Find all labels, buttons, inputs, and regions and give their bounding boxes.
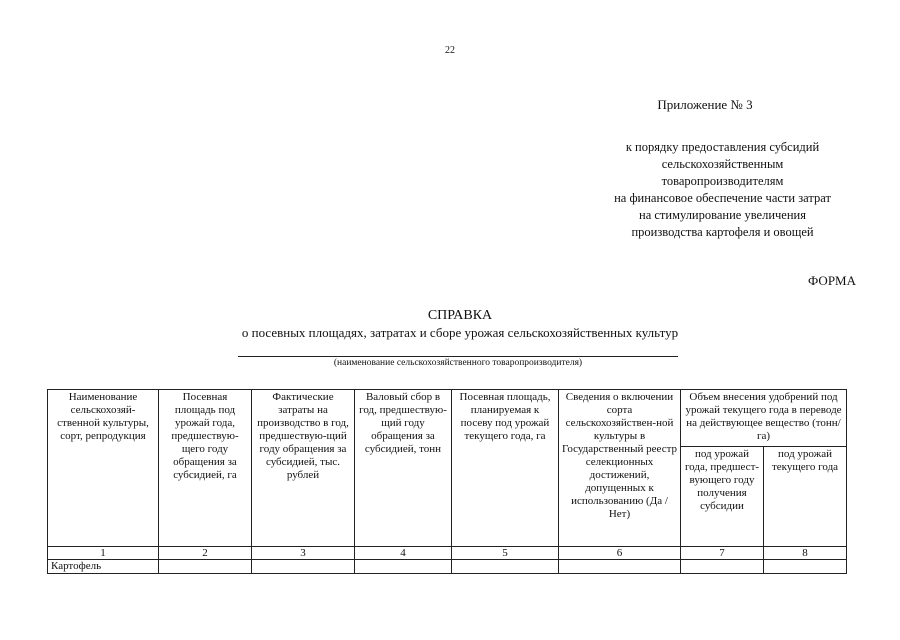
header-cell-fertilizer-current: под урожай текущего года xyxy=(764,447,847,547)
table-cell[interactable] xyxy=(559,560,681,574)
column-number: 6 xyxy=(559,547,681,560)
header-cell-planned-area: Посевная площадь, планируемая к посеву под урожай текущего года, га xyxy=(452,390,559,547)
column-number: 5 xyxy=(452,547,559,560)
header-cell-fertilizer-group: Объем внесения удобрений под урожай текущего года в переводе на действующее вещество (тонн/га) xyxy=(681,390,847,447)
column-number: 3 xyxy=(252,547,355,560)
header-cell-gross-yield: Валовый сбор в год, предшествую-щий году обращения за субсидией, тонн xyxy=(355,390,452,547)
producer-name-caption: (наименование сельскохозяйственного товаропроизводителя) xyxy=(333,358,583,368)
table-row xyxy=(48,560,847,574)
appendix-description xyxy=(580,139,865,241)
column-number: 1 xyxy=(48,547,159,560)
table-cell[interactable] xyxy=(252,560,355,574)
appendix-line: производства картофеля и овощей xyxy=(631,225,814,239)
table-cell[interactable] xyxy=(764,560,847,574)
appendix-line: товаропроизводителям xyxy=(661,174,784,188)
appendix-line: сельскохозяйственным xyxy=(661,157,784,171)
header-cell-costs: Фактические затраты на производство в год, предшествую-щий году обращения за субсидией, тыс. рублей xyxy=(252,390,355,547)
form-label: ФОРМА xyxy=(808,273,856,288)
column-number: 8 xyxy=(764,547,847,560)
column-number: 7 xyxy=(681,547,764,560)
header-row xyxy=(48,390,847,447)
header-cell-fertilizer-prior: под урожай года, предшест-вующего году получения субсидии xyxy=(681,447,764,547)
appendix-title: Приложение № 3 xyxy=(657,97,753,112)
data-table xyxy=(47,389,847,574)
document-subtitle: о посевных площадях, затратах и сборе урожая сельскохозяйственных культур xyxy=(241,325,679,340)
appendix-line: на финансовое обеспечение части затрат xyxy=(614,191,831,205)
table-cell[interactable] xyxy=(355,560,452,574)
header-cell-crop: Наименование сельскохозяй-ственной культуры, сорт, репродукция xyxy=(48,390,159,547)
header-cell-registry: Сведения о включении сорта сельскохозяйствен-ной культуры в Государственный реестр селекционных достижений, допущенных к использованию (Да /Нет) xyxy=(559,390,681,547)
table-cell[interactable] xyxy=(681,560,764,574)
column-number: 4 xyxy=(355,547,452,560)
column-number-row xyxy=(48,547,847,560)
producer-name-line xyxy=(238,356,678,357)
table-cell[interactable] xyxy=(452,560,559,574)
column-number: 2 xyxy=(159,547,252,560)
crop-name-cell: Картофель xyxy=(48,560,159,574)
header-cell-prior-area: Посевная площадь под урожай года, предшествую-щего году обращения за субсидией, га xyxy=(159,390,252,547)
document-title: СПРАВКА xyxy=(427,308,493,323)
table-cell[interactable] xyxy=(159,560,252,574)
appendix-line: на стимулирование увеличения xyxy=(639,208,806,222)
page-number: 22 xyxy=(445,45,455,56)
appendix-line: к порядку предоставления субсидий xyxy=(625,140,820,154)
